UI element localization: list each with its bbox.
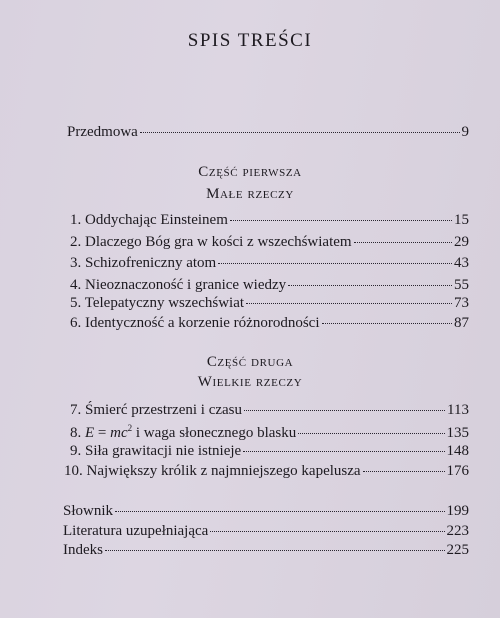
entry-label: 9. Siła grawitacji nie istnieje xyxy=(70,443,242,459)
equation-mc: mc xyxy=(110,425,128,441)
entry-label xyxy=(70,423,296,442)
entry-label: 6. Identyczność a korzenie różnorodności xyxy=(70,315,320,331)
dot-leader xyxy=(246,303,452,304)
entry-label: 1. Oddychając Einsteinem xyxy=(70,212,228,228)
entry-page: 176 xyxy=(446,463,469,479)
entry-page: 29 xyxy=(454,234,469,250)
dot-leader xyxy=(354,242,452,243)
toc-entry-chapter-6 xyxy=(70,315,469,335)
dot-leader xyxy=(288,285,452,286)
entry-number: 8. xyxy=(70,425,85,441)
equation-exponent: 2 xyxy=(127,423,133,433)
dot-leader xyxy=(243,451,444,452)
entry-label: Literatura uzupełniająca xyxy=(63,523,209,539)
dot-leader xyxy=(105,550,445,551)
dot-leader xyxy=(298,433,444,434)
dot-leader xyxy=(210,531,444,532)
toc-entry-chapter-7 xyxy=(70,402,469,422)
toc-entry-chapter-3 xyxy=(70,255,469,275)
dot-leader xyxy=(140,132,460,133)
dot-leader xyxy=(115,511,444,512)
toc-entry-chapter-4 xyxy=(70,277,469,297)
part-two-subtitle: Wielkie rzeczy xyxy=(197,374,303,390)
entry-page: 43 xyxy=(454,255,469,271)
dot-leader xyxy=(244,410,445,411)
entry-page: 15 xyxy=(454,212,469,228)
entry-page: 87 xyxy=(454,315,469,331)
entry-page: 135 xyxy=(446,425,469,441)
toc-entry-further-reading xyxy=(63,523,469,543)
toc-entry-chapter-5 xyxy=(70,295,469,315)
entry-page: 223 xyxy=(446,523,469,539)
equation-equals: = xyxy=(94,425,111,441)
part-two-heading: Część druga xyxy=(206,354,294,370)
entry-page: 199 xyxy=(446,503,469,519)
entry-page: 113 xyxy=(447,402,469,418)
dot-leader xyxy=(230,220,452,221)
equation-e: E xyxy=(85,425,95,441)
toc-entry-preface xyxy=(67,124,469,144)
toc-entry-glossary xyxy=(63,503,469,523)
entry-page: 73 xyxy=(454,295,469,311)
toc-entry-index xyxy=(63,542,469,562)
dot-leader xyxy=(363,471,445,472)
toc-entry-chapter-9 xyxy=(70,443,469,463)
dot-leader xyxy=(218,263,452,264)
entry-label: 3. Schizofreniczny atom xyxy=(70,255,217,271)
toc-entry-chapter-8 xyxy=(70,423,469,443)
entry-label: 2. Dlaczego Bóg gra w kości z wszechświatem xyxy=(70,234,352,250)
entry-label: 10. Największy królik z najmniejszego kapelusza xyxy=(64,463,361,479)
entry-label: Indeks xyxy=(63,542,103,558)
entry-page: 225 xyxy=(446,542,469,558)
entry-label-rest: i waga słonecznego blasku xyxy=(132,425,297,441)
entry-page: 55 xyxy=(454,277,469,293)
entry-page: 9 xyxy=(461,124,469,140)
entry-page: 148 xyxy=(446,443,469,459)
part-one-heading: Część pierwsza xyxy=(198,164,302,180)
toc-entry-chapter-1 xyxy=(70,212,469,232)
entry-label: 4. Nieoznaczoność i granice wiedzy xyxy=(70,277,287,293)
entry-label: Słownik xyxy=(63,503,114,519)
toc-entry-chapter-2 xyxy=(70,234,469,254)
entry-label: Przedmowa xyxy=(67,124,138,140)
entry-label: 7. Śmierć przestrzeni i czasu xyxy=(70,402,243,418)
toc-entry-chapter-10 xyxy=(64,463,469,483)
toc-title: SPIS TREŚCI xyxy=(187,30,313,51)
part-one-subtitle: Małe rzeczy xyxy=(206,186,294,202)
entry-label: 5. Telepatyczny wszechświat xyxy=(70,295,245,311)
dot-leader xyxy=(322,323,453,324)
